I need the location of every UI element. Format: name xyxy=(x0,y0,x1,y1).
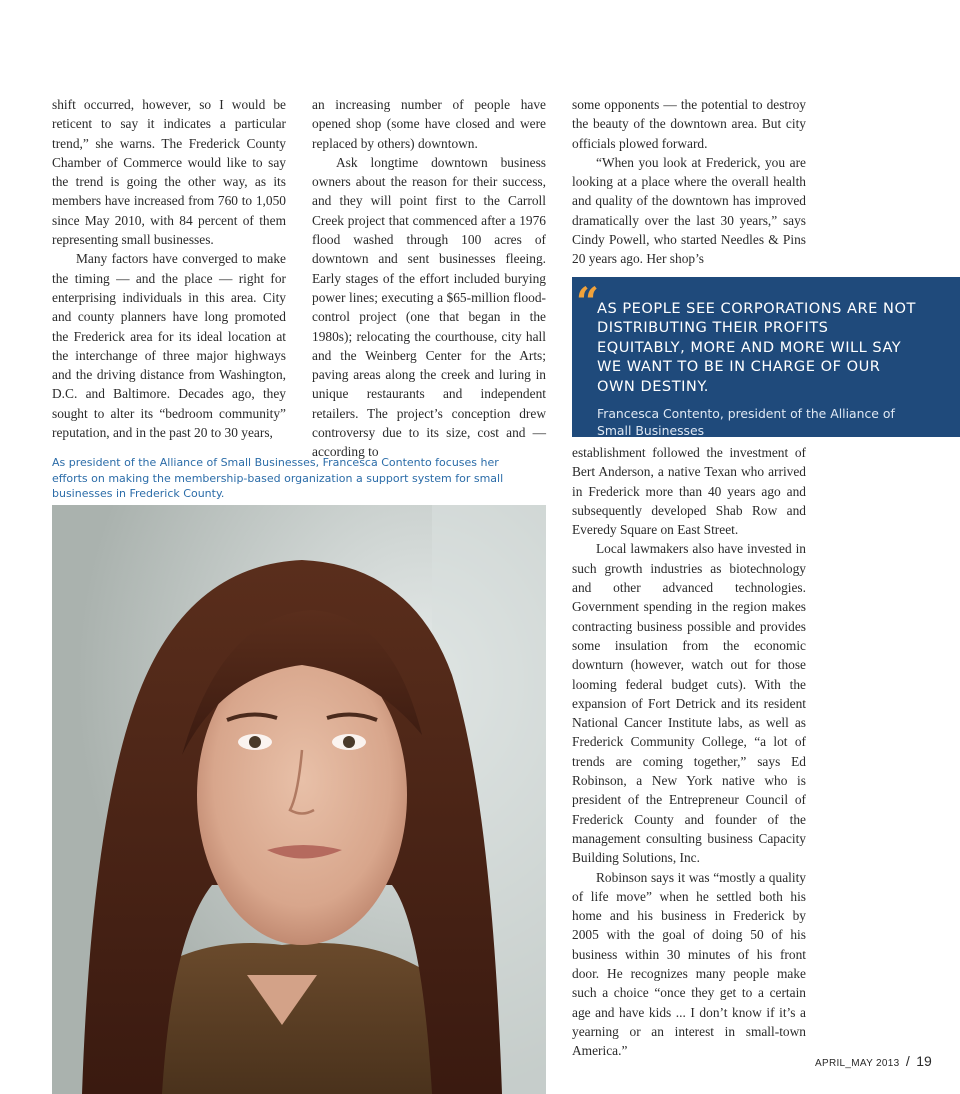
pull-quote-box xyxy=(572,277,960,437)
article-column-3-top xyxy=(572,95,806,269)
paragraph: Many factors have converged to make the timing — and the place — right for enterprising individuals in this area. City and county planners have long promoted the Frederick area for its ideal location at the interchange of three major highways and the driving distance from Washington, D.C. and Baltimore. Decades ago, they sought to alter its “bedroom community” reputation, and in the past 20 to 30 years, xyxy=(52,251,286,441)
portrait-photo-icon xyxy=(52,505,546,1094)
paragraph: establishment followed the investment of Bert Anderson, a native Texan who arrived in Frederick more than 40 years ago and subsequently developed Shab Row and Everedy Square on East Street. xyxy=(572,445,806,538)
portrait-photo xyxy=(52,505,546,1094)
paragraph: Robinson says it was “mostly a quality of life move” when he settled both his home and his business in Frederick by 2005 with the goal of doing 50 of his business within 30 minutes of his front door. He recognizes many people make such a choice “once they get to a certain age and have kids ... I don’t know if it’s a yearning or an interest in small-town America.” xyxy=(572,869,806,1059)
paragraph: an increasing number of people have opened shop (some have closed and were replaced by others) downtown. xyxy=(312,97,546,151)
footer-separator: / xyxy=(905,1053,910,1069)
article-column-3-bottom xyxy=(572,443,806,1061)
pull-quote-attribution: Francesca Contento, president of the Alliance of Small Businesses xyxy=(597,406,895,438)
paragraph: “When you look at Frederick, you are looking at a place where the overall health and quality of the downtown has improved dramatically over the last 30 years,” says Cindy Powell, who started Needles & Pins 20 years ago. Her shop’s xyxy=(572,154,806,267)
photo-caption: As president of the Alliance of Small Businesses, Francesca Contento focuses her efforts on making the membership-based organization a support system for small businesses in Frederick County. xyxy=(52,456,504,500)
pull-quote-text: AS PEOPLE SEE CORPORATIONS ARE NOT DISTRIBUTING THEIR PROFITS EQUITABLY, MORE AND MORE WILL SAY WE WANT TO BE IN CHARGE OF OUR OWN DESTINY. xyxy=(597,300,916,395)
issue-date: APRIL_MAY 2013 xyxy=(815,1058,900,1069)
paragraph: Local lawmakers also have invested in such growth industries as biotechnology and other advanced technologies. Government spending in the region makes contracting business possible and provides some insulation from the economic downturn (however, watch out for those looming federal budget cuts). With the expansion of Fort Detrick and its resident National Cancer Institute labs, as well as Frederick Community College, “a lot of trends are coming together,” says Ed Robinson, a New York native who is president of the Entrepreneur Council of Frederick County and founder of the management consulting business Capacity Building Solutions, Inc. xyxy=(572,541,806,866)
article-column-1 xyxy=(52,95,286,442)
quote-mark-icon: “ xyxy=(576,279,600,326)
paragraph: shift occurred, however, so I would be reticent to say it indicates a particular trend,” she warns. The Frederick County Chamber of Commerce would like to say the trend is going the other way, as its members have increased from 760 to 1,050 since May 2010, with 84 percent of them representing small businesses. xyxy=(52,97,286,248)
article-column-2 xyxy=(312,95,546,462)
paragraph: some opponents — the potential to destroy the beauty of the downtown area. But city officials plowed forward. xyxy=(572,97,806,151)
page-footer xyxy=(815,1053,932,1071)
paragraph: Ask longtime downtown business owners about the reason for their success, and they will point first to the Carroll Creek project that commenced after a 1976 flood washed through 100 acres of downtown and sent businesses fleeing. Early stages of the effort included burying power lines; executing a $65-million flood-control project (one that began in the 1980s); relocating the courthouse, city hall and the Weinberg Center for the Arts; paving areas along the creek and luring in unique restaurants and independent retailers. The project’s conception drew controversy due to its size, cost and — according to xyxy=(312,154,546,460)
page-number: 19 xyxy=(916,1053,932,1069)
